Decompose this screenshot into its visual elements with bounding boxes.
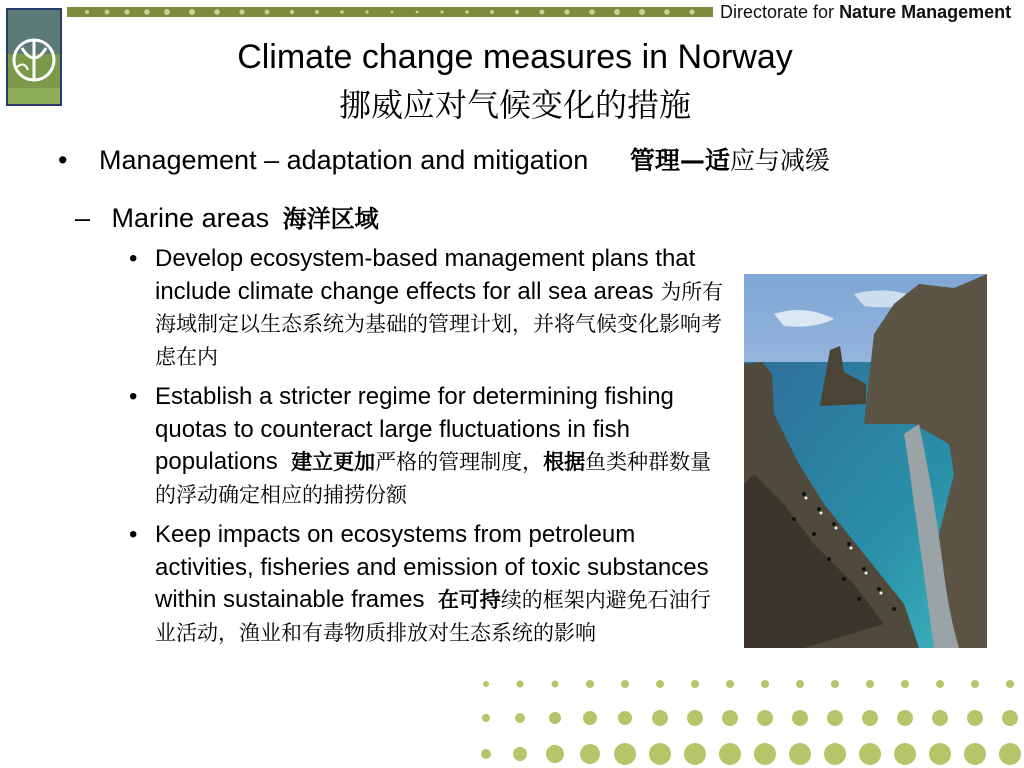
brand-prefix: Directorate for xyxy=(720,2,835,22)
bullet-level2 xyxy=(75,199,379,234)
bullet-level1-text: Management – adaptation and mitigation xyxy=(98,145,589,175)
bullet-marker: • xyxy=(129,245,138,272)
bullet-text-cn-bold: 建立更加 xyxy=(291,450,376,474)
bullet-level1 xyxy=(58,141,830,177)
bullet-level1-chinese-bold: 管理—适 xyxy=(629,146,730,175)
bullet-text-en: Keep impacts on ecosystems from petroleum activities, fisheries and emission of toxic substances within sustainable frames xyxy=(155,521,709,613)
bullet-level1-chinese-rest: 应与减缓 xyxy=(729,146,830,175)
coastal-cliff-photo xyxy=(744,274,987,648)
bullet-text-cn: 鱼类种群数量的浮动确定相应的捕捞份额 xyxy=(155,450,712,507)
dash-marker: – xyxy=(75,203,91,233)
brand-name xyxy=(720,2,1011,23)
bullet-text-cn-bold: 在可持 xyxy=(437,588,501,612)
slide-title-chinese: 挪威应对气候变化的措施 xyxy=(338,86,691,124)
bullet-marker: • xyxy=(58,145,68,175)
slide-title: Climate change measures in Norway xyxy=(237,38,793,76)
bullet-text-cn-bold2: 根据 xyxy=(543,450,586,474)
decorative-dot-grid xyxy=(470,672,1024,768)
top-bar-dots xyxy=(67,7,713,17)
bullet-text-cn: 续的框架内避免石油行业活动，渔业和有毒物质排放对生态系统的影响 xyxy=(155,588,711,645)
bullet-text-en: Develop ecosystem-based management plans that include climate change effects for all sea areas xyxy=(155,245,696,305)
bullet-level1-chinese xyxy=(630,146,830,175)
bullet-text-en: Establish a stricter regime for determining fishing quotas to counteract large fluctuations in fish populations xyxy=(155,383,674,475)
bullet-text-cn-mid: 严格的管理制度， xyxy=(375,450,544,474)
brand-bold: Nature Management xyxy=(839,2,1012,22)
bullet-level2-text: Marine areas xyxy=(111,203,270,233)
bullet-level2-chinese: 海洋区域 xyxy=(282,205,379,233)
bullet-marker: • xyxy=(129,383,138,410)
bullet-marker: • xyxy=(129,521,138,548)
bullet-text-cn: 为所有海域制定以生态系统为基础的管理计划，并将气候变化影响考虑在内 xyxy=(155,279,724,369)
